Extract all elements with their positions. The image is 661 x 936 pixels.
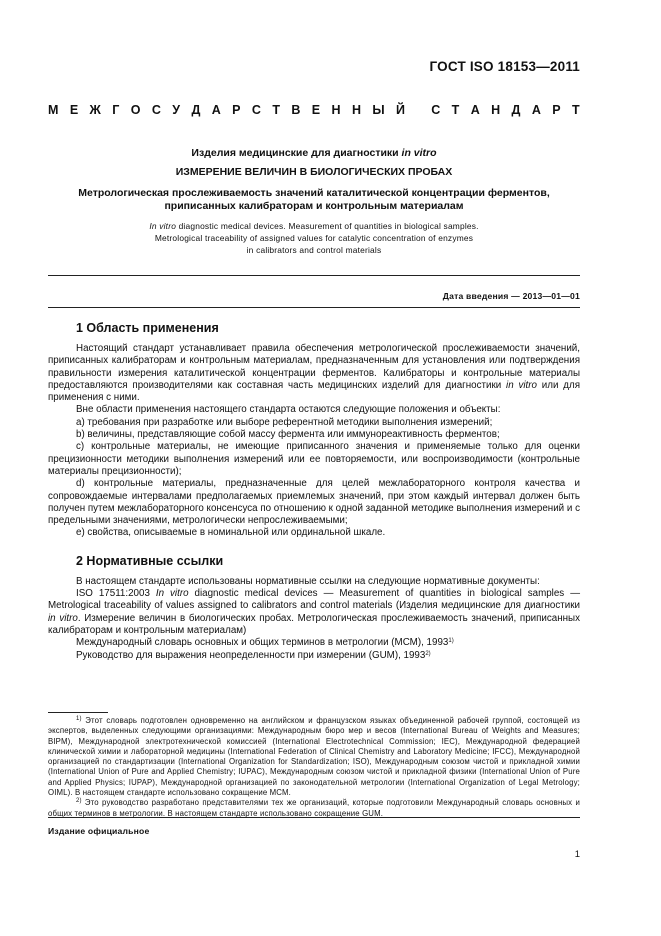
title-english-line3: in calibrators and control materials <box>246 244 382 255</box>
document-titles <box>48 147 580 256</box>
banner-letter: Ы <box>372 103 385 117</box>
banner-letter: А <box>531 103 541 117</box>
banner-letter: С <box>251 103 261 117</box>
banner-letter: В <box>291 103 301 117</box>
footnotes <box>48 716 580 819</box>
list-item: е) свойства, описываемые в номинальной или ординальной шкале. <box>76 527 386 539</box>
banner-letter: С <box>151 103 161 117</box>
section-1-paragraph: Вне области применения настоящего стандарта остаются следующие положения и объекты: <box>76 404 501 416</box>
banner-letter: С <box>431 103 441 117</box>
banner-letter: Г <box>112 103 120 117</box>
title-english-line1: In vitro diagnostic medical devices. Measurement of quantities in biological samples. <box>149 220 479 231</box>
section-1-heading: 1 Область применения <box>76 321 219 335</box>
banner-gap <box>416 103 419 117</box>
title-main: ИЗМЕРЕНИЕ ВЕЛИЧИН В БИОЛОГИЧЕСКИХ ПРОБАХ <box>175 166 453 179</box>
list-item: b) величины, представляющие собой массу фермента или иммунореактивность ферментов; <box>76 429 500 441</box>
banner-letter: О <box>130 103 141 117</box>
banner-letter: Т <box>272 103 280 117</box>
banner-letter: Н <box>351 103 361 117</box>
title-device-class: Изделия медицинские для диагностики in vitro <box>191 147 437 159</box>
footnote-ref[interactable]: 2) <box>425 650 431 657</box>
page-number: 1 <box>574 849 580 860</box>
introduction-date: Дата введения — 2013—01—01 <box>442 291 580 301</box>
banner-letter: Д <box>511 103 521 117</box>
banner-letter: Н <box>331 103 341 117</box>
banner-letter: Р <box>232 103 241 117</box>
banner-letter: Р <box>552 103 561 117</box>
interstate-standard-banner <box>48 103 580 117</box>
title-english-line2: Metrological traceability of assigned values for catalytic concentration of enzymes <box>154 232 474 243</box>
banner-letter: Т <box>572 103 580 117</box>
banner-letter: Т <box>451 103 460 117</box>
divider <box>48 817 580 818</box>
list-item: а) требования при разработке или выборе референтной методики выполнения измерений; <box>76 416 493 428</box>
main-content <box>48 321 580 662</box>
section-1-paragraph: Настоящий стандарт устанавливает правила обеспечения метрологической прослеживаемости значений, приписанных калибраторам и контрольным материалам, предназначенным для установления или подтверждения правильности измерения каталитической концентрации ферментов. Калибраторы и контрольные материалы предоставляются производителями как составная часть медицинских изделий для диагностики in vitro или для применения с ними. <box>48 343 581 404</box>
list-item: d) контрольные материалы, предназначенные для целей межлабораторного контроля качества и сопровождаемые интервалами предполагаемых приемлемых значений, при этом каждый интервал должен быть получен путем межлабораторного консенсуса по отношению к одной заданной методике выполнения измерений и с предельными значениями, метрологически непрослеживаемыми; <box>48 478 580 527</box>
banner-letter: Ж <box>89 103 101 117</box>
footnote-ref[interactable]: 1) <box>448 638 454 645</box>
section-2-heading: 2 Нормативные ссылки <box>76 553 224 568</box>
section-2-paragraph: В настоящем стандарте использованы нормативные ссылки на следующие нормативные документы: <box>76 575 540 587</box>
banner-letter: У <box>172 103 181 117</box>
banner-letter: Е <box>311 103 321 117</box>
list-item: с) контрольные материалы, не имеющие приписанного значения и применяемые только для оценки прецизионности методики выполнения измерений или ее повторяемости, или воспроизводимости (контрольные материалы прецизионности); <box>48 441 580 477</box>
banner-letter: А <box>470 103 480 117</box>
banner-letter: Й <box>396 103 405 117</box>
normative-reference: Руководство для выражения неопределенности при измерении (GUM), 1993$^{2)}$ <box>76 649 431 661</box>
banner-letter: Д <box>191 103 201 117</box>
official-edition-label: Издание официальное <box>48 826 150 836</box>
title-subtitle: Метрологическая прослеживаемость значений каталитической концентрации ферментов, приписанных калибраторам и контрольным материалам <box>78 186 550 212</box>
banner-letter: Е <box>69 103 79 117</box>
banner-letter: М <box>48 103 59 117</box>
footnote-1: $^{1)}$ Этот словарь подготовлен одновременно на английском и французском языках объединенной рабочей группой, состоящей из экспертов, выделенных следующими организациями: Международным бюро мер и весов (International Bureau of Weights and Measures; BIPM), Международной электротехнической комиссией (International Electrotechnical Commission; IEC), Международной федерацией клинической химии и лабораторной медицины (International Federation of Clinical Chemistry and Laboratory Medicine; IFCC), Международной организацией по стандартизации (International Organization for Standardization; ISO), Международным союзом чистой и прикладной химии (International Union of Pure and Applied Chemistry; IUPAC), Международным союзом чистой и прикладной физики (International Union of Pure and Applied Physics; IUPAP), Международной организацией по законодательной метрологии (International Organization of Legal Metrology; OIML). В настоящем стандарте использовано сокращение МСМ. <box>48 716 580 798</box>
divider <box>48 307 580 308</box>
banner-letter: Н <box>491 103 501 117</box>
normative-reference: Международный словарь основных и общих терминов в метрологии (МСМ), 1993$^{1)}$ <box>76 637 454 649</box>
footnote-divider <box>48 712 108 713</box>
divider <box>48 275 580 276</box>
footnote-2: $^{2)}$ Это руководство разработано представителями тех же организаций, которые подготовили Международный словарь основных и общих терминов в метрологии. В настоящем стандарте использовано сокращение GUM. <box>48 798 580 818</box>
normative-reference: ISO 17511:2003 In vitro diagnostic medical devices — Measurement of quantities in biological samples — Metrological traceability of values assigned to calibrators and control materials (Изделия медицинские для диагностики in vitro. Измерение величин в биологических пробах. Метрологическая прослеживаемость значений, приписанных калибраторам и контрольным материалам) <box>48 588 580 636</box>
banner-letter: А <box>211 103 221 117</box>
standard-number: ГОСТ ISO 18153—2011 <box>429 59 580 74</box>
